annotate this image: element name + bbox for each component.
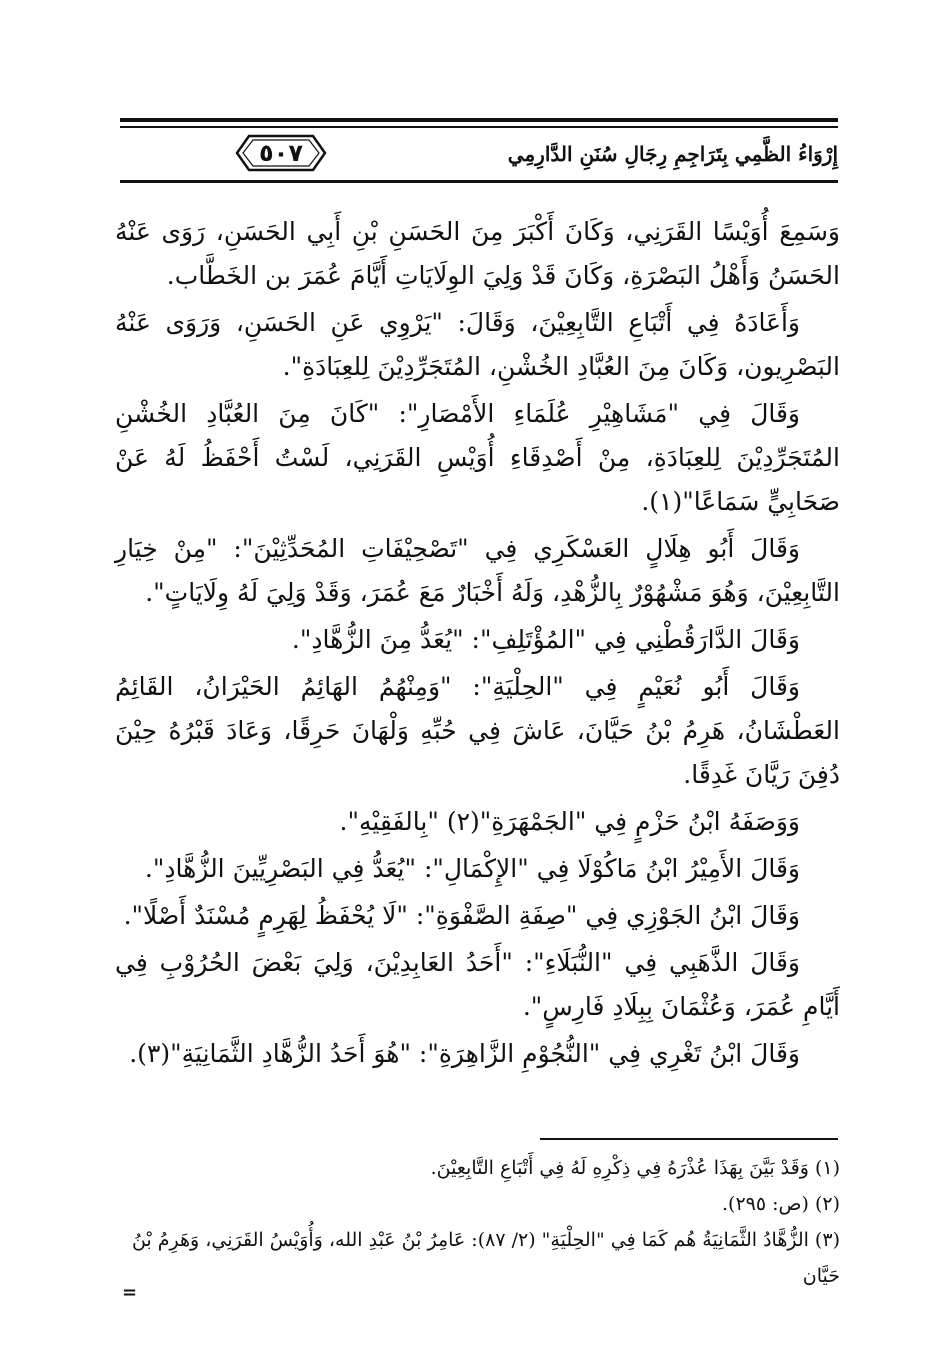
page-number: ٥٠٧ — [259, 139, 303, 167]
continuation-mark: = — [122, 1282, 138, 1303]
paragraph: وَقَالَ أَبُو نُعَيْمٍ فِي "الحِلْيَةِ": "وَمِنْهُمُ الهَائِمُ الحَيْرَانُ، القَائِمُ العَطْشَانُ، هَرِمُ بْنُ حَيَّانَ، عَاشَ فِي حُبِّهِ وَلْهَانَ حَرِقًا، وَعَادَ قَبْرُهُ حِيْنَ دُفِنَ رَيَّانَ غَدِقًا. — [115, 672, 840, 789]
paragraph: وَأَعَادَهُ فِي أَتْبَاعِ التَّابِعِيْنَ، وَقَالَ: "يَرْوِي عَنِ الحَسَنِ، وَرَوَى عَنْهُ البَصْرِيون، وَكَانَ مِنَ العُبَّادِ الخُشْنِ، المُتَجَرِّدِيْنَ لِلعِبَادَةِ". — [115, 308, 840, 381]
paragraph: وَقَالَ ابْنُ تَغْرِي فِي "النُّجُوْمِ الزَّاهِرَةِ": "هُوَ أَحَدُ الزُّهَّادِ الثَّمَانِيَةِ"(٣). — [129, 1039, 800, 1068]
paragraph: وَقَالَ الأَمِيْرُ ابْنُ مَاكُوْلَا فِي "الإِكْمَالِ": "يُعَدُّ فِي البَصْرِيِّينَ الزُّهَّادِ". — [144, 854, 800, 883]
main-text — [115, 210, 840, 1079]
paragraph: وَقَالَ الدَّارَقُطْنِي فِي "المُؤْتَلِفِ": "يُعَدُّ مِنَ الزُّهَّادِ". — [291, 625, 800, 654]
footnote: (١) وَقَدْ بَيَّنَ بِهَذَا عُذْرَهُ فِي ذِكْرِهِ لَهُ فِي أَتْبَاعِ التَّابِعِيْنَ. — [430, 1157, 840, 1179]
footnote-separator — [540, 1138, 838, 1140]
header-rule-bottom — [120, 180, 838, 183]
header-rule-thin — [120, 126, 838, 128]
footnote: (٢) (ص: ٢٩٥). — [722, 1193, 840, 1215]
footnote: (٣) الزُّهَّادُ الثَّمَانِيَةُ هُم كَمَا فِي "الحِلْيَةِ" (٢/ ٨٧): عَامِرُ بْنُ عَبْدِ الله، وَأُوَيْسُ القَرَنِي، وَهَرِمُ بْنُ حَيَّان — [131, 1229, 840, 1287]
paragraph: وَقَالَ ابْنُ الجَوْزِي فِي "صِفَةِ الصَّفْوَةِ": "لَا يُحْفَظُ لِهَرِمٍ مُسْنَدٌ أَصْلًا". — [123, 901, 800, 930]
paragraph: وَقَالَ أَبُو هِلَالٍ العَسْكَرِي فِي "تَصْحِيْفَاتِ المُحَدِّثِيْنَ": "مِنْ خِيَارِ التَّابِعِيْنَ، وَهُوَ مَشْهُوْرٌ بِالزُّهْدِ، وَلَهُ أَخْبَارٌ مَعَ عُمَرَ، وَقَدْ وَلِيَ لَهُ وِلَايَاتٍ". — [115, 534, 840, 607]
page-number-frame — [235, 134, 327, 172]
page-header — [120, 112, 838, 192]
header-rule-thick — [120, 118, 838, 122]
running-title: إِرْوَاءُ الظَّمِي بِتَرَاجِمِ رِجَالِ سُنَنِ الدَّارِمِي — [507, 142, 838, 166]
paragraph: وَقَالَ الذَّهَبِي فِي "النُّبَلَاءِ": "أَحَدُ العَابِدِيْنَ، وَلِيَ بَعْضَ الحُرُوْبِ فِي أَيَّامِ عُمَرَ، وَعُثْمَانَ بِبِلَادِ فَارِسٍ". — [115, 948, 840, 1021]
footnotes — [110, 1150, 840, 1294]
paragraph: وَسَمِعَ أُوَيْسًا القَرَنِي، وَكَانَ أَكْبَرَ مِنَ الحَسَنِ بْنِ أَبِي الحَسَنِ، رَوَى عَنْهُ الحَسَنُ وَأَهْلُ البَصْرَةِ، وَكَانَ قَدْ وَلِيَ الوِلَايَاتِ أَيَّامَ عُمَرَ بن الخَطَّاب. — [115, 217, 840, 290]
paragraph: وَقَالَ فِي "مَشَاهِيْرِ عُلَمَاءِ الأَمْصَارِ": "كَانَ مِنَ العُبَّادِ الخُشْنِ المُتَجَرِّدِيْنَ لِلعِبَادَةِ، مِنْ أَصْدِقَاءِ أُوَيْسِ القَرَنِي، لَسْتُ أَحْفَظُ لَهُ عَنْ صَحَابِيٍّ سَمَاعًا"(١). — [115, 399, 840, 516]
paragraph: وَوَصَفَهُ ابْنُ حَزْمٍ فِي "الجَمْهَرَةِ"(٢) "بِالفَقِيْهِ". — [339, 807, 800, 836]
